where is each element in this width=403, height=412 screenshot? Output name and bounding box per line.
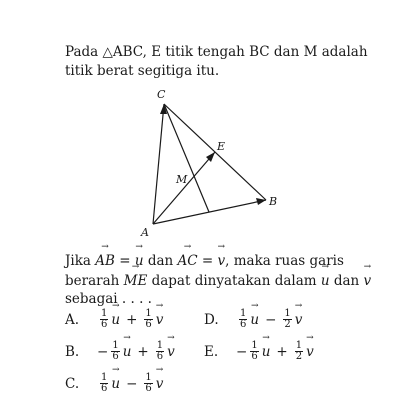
question-line-1: Jika → AB = → u dan → AC = → v, maka ruas garis bbox=[65, 252, 344, 270]
fraction: $\frac{1}{6}$ bbox=[145, 372, 152, 394]
question-line-3: sebagai . . . . bbox=[65, 291, 152, 307]
fraction: $\frac{1}{6}$ bbox=[251, 340, 258, 362]
label-e: E bbox=[217, 140, 226, 153]
intro-line-2: titik berat segitiga itu. bbox=[65, 63, 220, 79]
option-c[interactable]: C. $\frac{1}{6}$ → u − $\frac{1}{6}$ → v bbox=[65, 373, 163, 394]
vector-me: → ME bbox=[124, 272, 148, 290]
fraction: $\frac{1}{2}$ bbox=[284, 308, 291, 330]
fraction: $\frac{1}{6}$ bbox=[145, 308, 152, 330]
label-m: M bbox=[176, 173, 188, 186]
question-line-2: berarah → ME dapat dinyatakan dalam → u dan → v bbox=[65, 272, 371, 290]
vector-v: → v bbox=[218, 252, 226, 270]
label-a: A bbox=[141, 226, 149, 239]
vector-v-2: → v bbox=[364, 272, 372, 290]
option-b[interactable]: B. − $\frac{1}{6}$ → u + $\frac{1}{6}$ → v bbox=[65, 341, 175, 362]
vector-u: → u bbox=[135, 252, 144, 270]
label-b: B bbox=[269, 195, 278, 208]
fraction: $\frac{1}{6}$ bbox=[101, 372, 108, 394]
vector-ab: → AB bbox=[95, 252, 115, 270]
intro-line-1: Pada △ABC, E titik tengah BC dan M adalah bbox=[65, 44, 368, 60]
option-d[interactable]: D. $\frac{1}{6}$ → u − $\frac{1}{2}$ → v bbox=[204, 309, 302, 330]
fraction: $\frac{1}{6}$ bbox=[156, 340, 164, 362]
fraction: $\frac{1}{6}$ bbox=[101, 308, 108, 330]
label-c: C bbox=[157, 88, 166, 101]
median-c-to-ab bbox=[164, 104, 209, 212]
vector-u-2: → u bbox=[321, 272, 330, 290]
option-e[interactable]: E. − $\frac{1}{6}$ → u + $\frac{1}{2}$ → v bbox=[204, 341, 314, 362]
vector-ac: → AC bbox=[178, 252, 198, 270]
side-ac bbox=[153, 104, 164, 224]
fraction: $\frac{1}{6}$ bbox=[112, 340, 119, 362]
option-a[interactable]: A. $\frac{1}{6}$ → u + $\frac{1}{6}$ → v bbox=[65, 309, 163, 330]
fraction: $\frac{1}{6}$ bbox=[240, 308, 247, 330]
fraction: $\frac{1}{2}$ bbox=[295, 340, 303, 362]
